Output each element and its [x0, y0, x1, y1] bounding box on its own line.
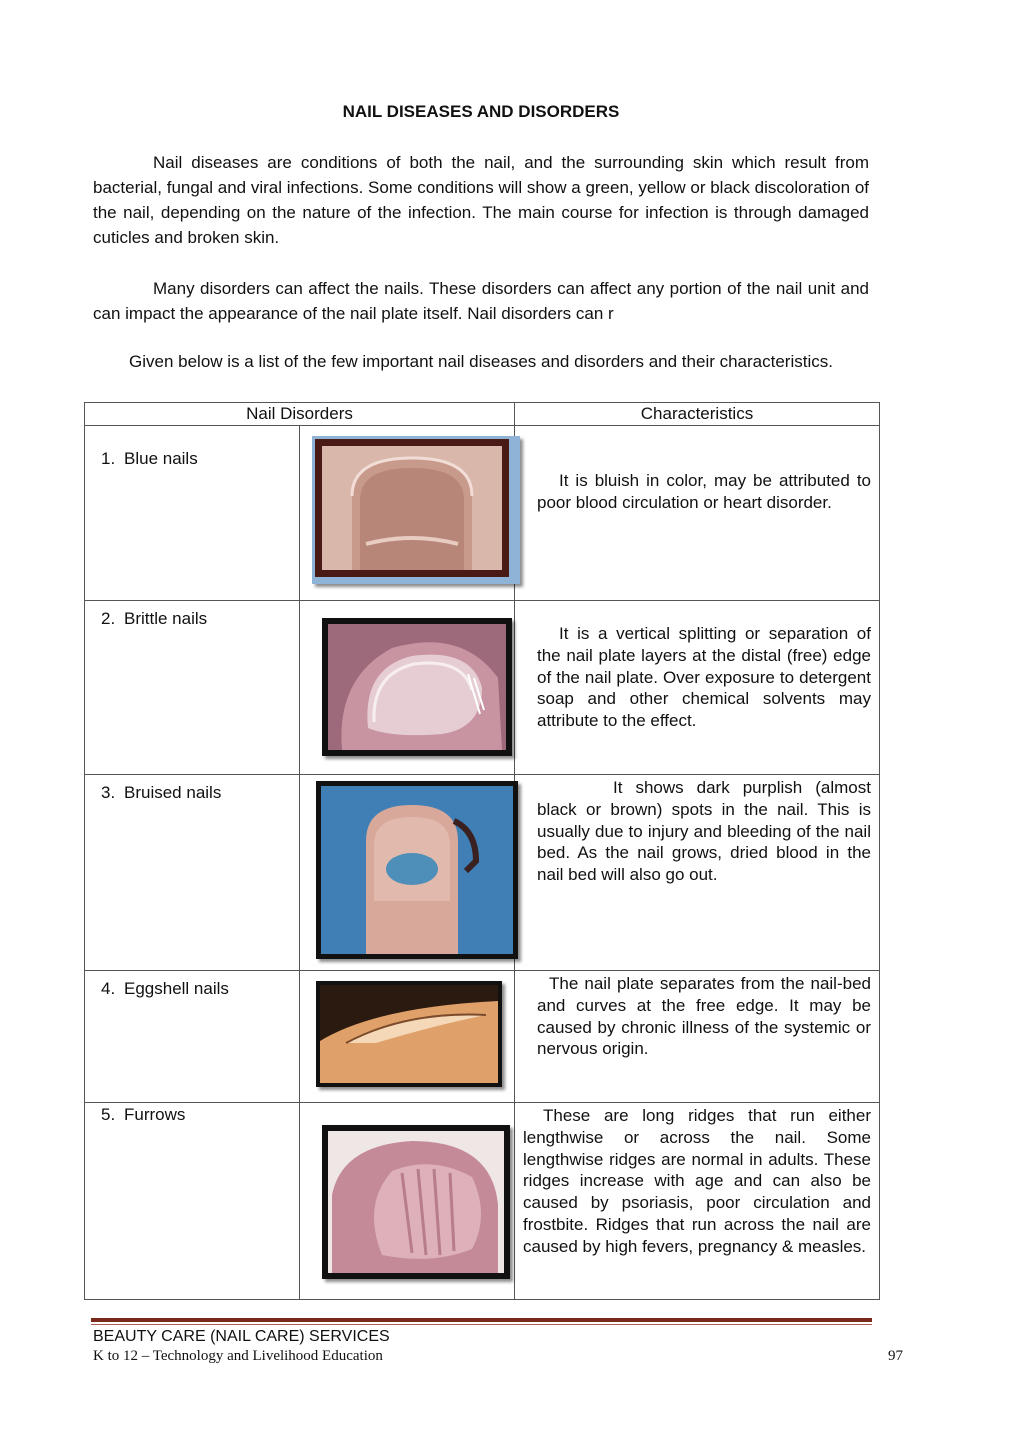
table-header-row	[85, 403, 880, 426]
disorder-name-cell	[85, 971, 300, 1103]
disorder-image-cell	[300, 971, 515, 1103]
table-row	[85, 1103, 880, 1300]
row-number: 1.	[101, 449, 116, 468]
row-number: 3.	[101, 783, 116, 802]
characteristics-cell	[515, 971, 880, 1103]
bruised-nails-image	[316, 781, 518, 959]
disorder-description: It is bluish in color, may be attributed to poor blood circulation or heart disorder.	[537, 471, 871, 512]
disorder-name-cell	[85, 1103, 300, 1300]
table-row	[85, 601, 880, 775]
eggshell-nails-image	[316, 981, 502, 1087]
disorder-image-cell	[300, 601, 515, 775]
footer-subtitle: K to 12 – Technology and Livelihood Education	[93, 1348, 383, 1364]
row-number: 5.	[101, 1105, 116, 1124]
disorder-name: Blue nails	[124, 449, 198, 468]
disorder-name: Bruised nails	[124, 783, 222, 802]
disorder-description: These are long ridges that run either lengthwise or across the nail. Some lengthwise ridges are normal in adults. These ridges increase with age and can also be caused by psoriasis, poor circulation and frostbite. Ridges that run across the nail are caused by high fevers, pregnancy & measles.	[523, 1106, 871, 1256]
footer-divider	[91, 1318, 872, 1322]
header-characteristics: Characteristics	[515, 403, 880, 426]
row-number: 2.	[101, 609, 116, 628]
header-nail-disorders: Nail Disorders	[85, 403, 515, 426]
characteristics-cell	[515, 601, 880, 775]
row-number: 4.	[101, 979, 116, 998]
table-intro: Given below is a list of the few important nail diseases and disorders and their characteristics.	[129, 352, 833, 371]
paragraph-intro	[93, 150, 869, 250]
table-row	[85, 971, 880, 1103]
footer-divider-thin	[91, 1324, 872, 1325]
disorder-description: It shows dark purplish (almost black or brown) spots in the nail. This is usually due to injury and bleeding of the nail bed. As the nail grows, dried blood in the nail bed will also go out.	[537, 778, 871, 885]
disorder-description: The nail plate separates from the nail-bed and curves at the free edge. It may be caused by chronic illness of the systemic or nervous origin.	[537, 974, 871, 1059]
disorder-name: Brittle nails	[124, 609, 208, 628]
table-row	[85, 775, 880, 971]
footer-course-title: BEAUTY CARE (NAIL CARE) SERVICES	[93, 1328, 390, 1345]
characteristics-cell	[515, 775, 880, 971]
disorder-description: It is a vertical splitting or separation of the nail plate layers at the distal (free) edge of the nail plate. Over exposure to detergent soap and other chemical solvents may attribute to the effect.	[537, 624, 871, 731]
page-title: NAIL DISEASES AND DISORDERS	[342, 102, 620, 121]
page-number: 97	[888, 1348, 903, 1364]
characteristics-cell	[515, 426, 880, 601]
disorder-name-cell	[85, 601, 300, 775]
brittle-nails-image	[322, 618, 512, 756]
characteristics-cell	[515, 1103, 880, 1300]
disorder-name: Eggshell nails	[124, 979, 229, 998]
nail-disorders-table	[84, 402, 880, 1300]
furrows-image	[322, 1125, 510, 1279]
disorder-name: Furrows	[124, 1105, 186, 1124]
disorder-image-cell	[300, 775, 515, 971]
paragraph-disorders	[93, 276, 869, 326]
table-row	[85, 426, 880, 601]
paragraph-intro-text: Nail diseases are conditions of both the nail, and the surrounding skin which result from bacterial, fungal and viral infections. Some conditions will show a green, yellow or black discoloration of the nail, depending on the nature of the infection. The main course for infection is through damaged cuticles and broken skin.	[93, 153, 869, 247]
disorder-image-cell	[300, 426, 515, 601]
disorder-name-cell	[85, 426, 300, 601]
disorder-image-cell	[300, 1103, 515, 1300]
disorder-name-cell	[85, 775, 300, 971]
blue-nails-image	[312, 436, 520, 584]
paragraph-disorders-text: Many disorders can affect the nails. These disorders can affect any portion of the nail unit and can impact the appearance of the nail plate itself. Nail disorders can r	[93, 279, 869, 323]
